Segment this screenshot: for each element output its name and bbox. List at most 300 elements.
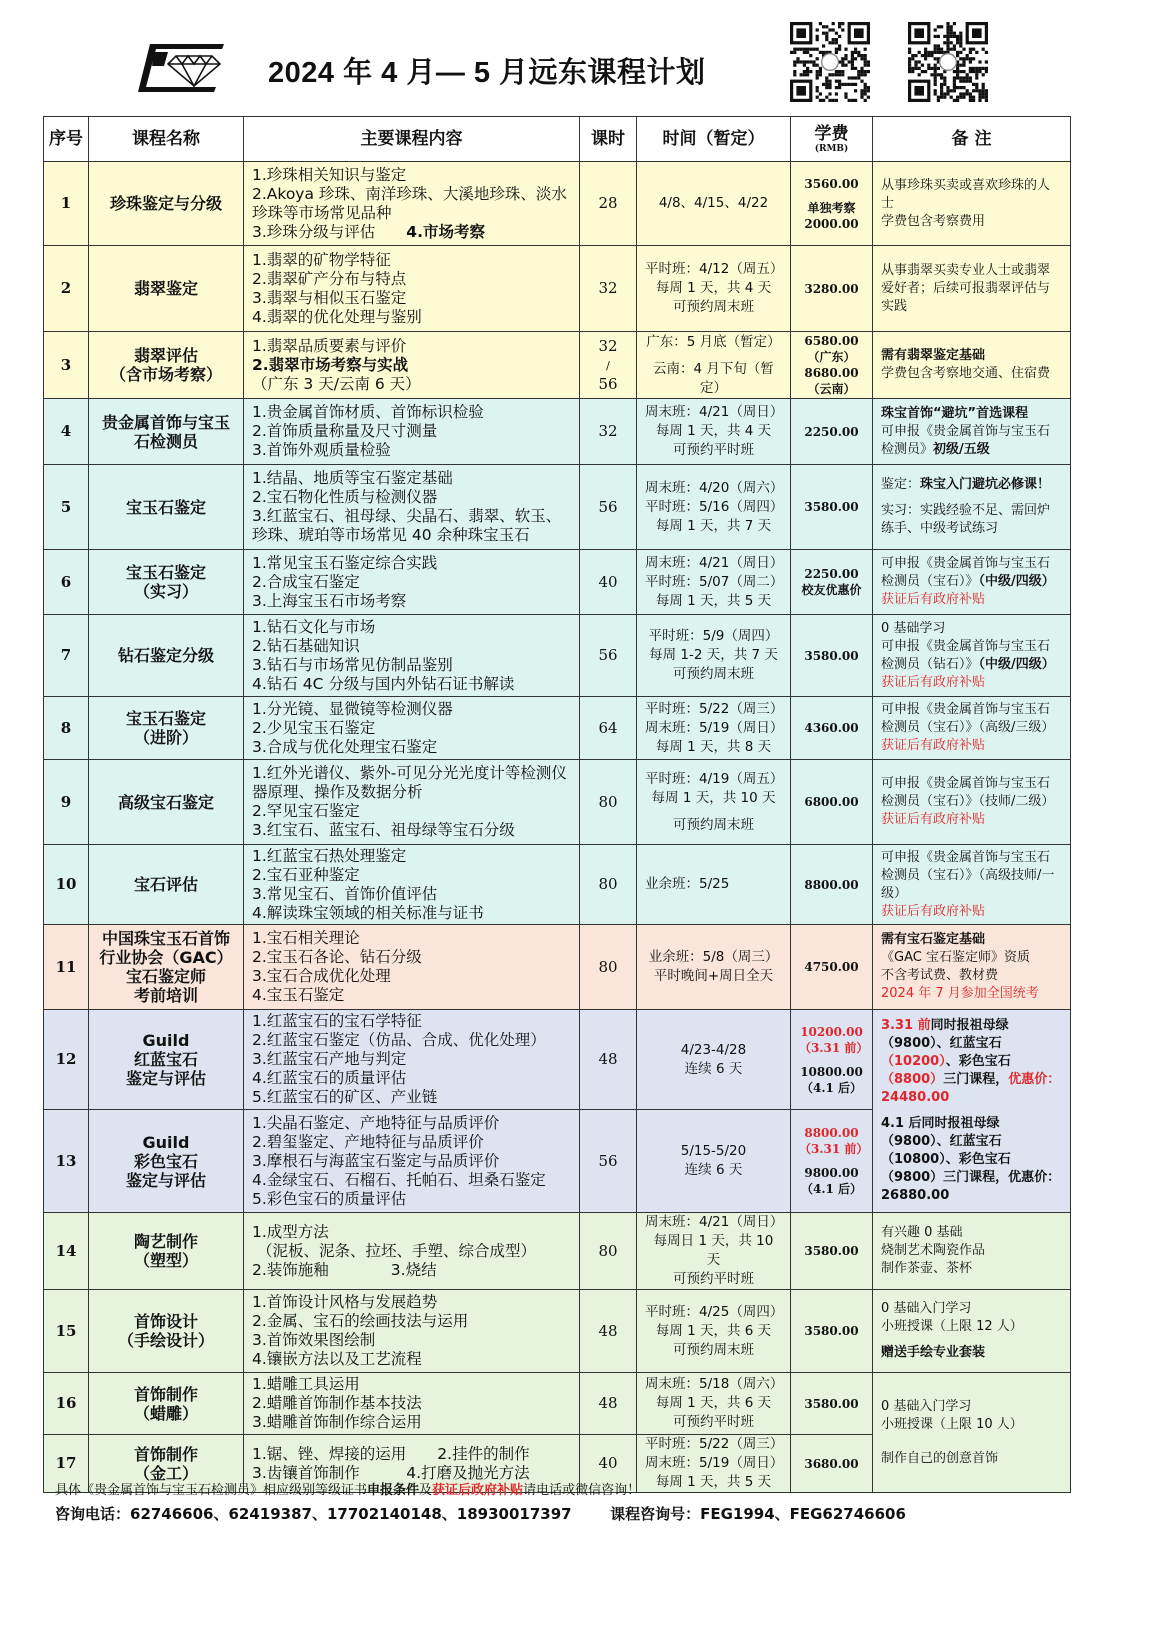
fee-line [799, 176, 864, 192]
time-line [645, 592, 782, 611]
course-content [244, 465, 580, 550]
notes-line [881, 555, 1062, 591]
time-text: 4/23-4/28 [680, 1041, 747, 1058]
course-notes [873, 332, 1071, 399]
course-hours [580, 1213, 637, 1290]
course-fee [791, 615, 873, 697]
course-name-line: 首饰制作 [133, 1384, 198, 1404]
course-hours [580, 332, 637, 399]
content-text: （广东 3 天/云南 6 天） [252, 374, 421, 393]
notes-text: 学费包含考察费用 [881, 213, 986, 229]
time-line [645, 298, 782, 317]
time-text: 连续 6 天 [684, 1162, 743, 1178]
content-text: 3.摩根石与海蓝宝石鉴定与品质评价 [252, 1151, 500, 1170]
notes-text: 0 基础学习 [881, 620, 946, 636]
table-row [44, 465, 1071, 550]
notes-text: 需有翡翠鉴定基础 [881, 348, 986, 363]
content-line [252, 967, 571, 986]
time-text: 每周 1 天，共 10 天 [651, 789, 776, 806]
course-content [244, 1373, 580, 1435]
notes-text: 从事翡翠买卖专业人士或翡翠爱好者；后续可报翡翠评估与实践 [881, 262, 1051, 314]
content-text: 1.钻石文化与市场 [252, 617, 376, 636]
course-content [244, 1290, 580, 1373]
course-name-line: （手绘设计） [117, 1331, 214, 1350]
content-text: 3.上海宝玉石市场考察 [252, 591, 407, 610]
fee-text: （云南） [807, 382, 856, 396]
fee-line [799, 333, 864, 349]
content-line [252, 904, 571, 923]
course-name-line: 宝石评估 [133, 875, 198, 894]
time-line [645, 948, 782, 967]
time-text: 每周 1 天，共 4 天 [655, 280, 772, 296]
content-line [252, 637, 571, 656]
header-hours: 课时 [580, 117, 637, 162]
content-line [252, 488, 571, 507]
hours-value: 80 [598, 875, 618, 893]
notes-line [881, 1336, 1062, 1344]
notes-line [881, 903, 1062, 921]
row-number: 11 [44, 925, 89, 1010]
content-text: 1.锯、锉、焊接的运用 2.挂件的制作 [252, 1444, 530, 1463]
notes-line [881, 1434, 1062, 1442]
time-line [645, 967, 782, 986]
course-hours [580, 1110, 637, 1213]
course-name [89, 1213, 244, 1290]
content-line [252, 1413, 571, 1432]
fee-text: 3580.00 [804, 1324, 859, 1338]
course-content [244, 1010, 580, 1110]
notes-line [881, 405, 1062, 423]
course-content [244, 615, 580, 697]
course-name-line: Guild [142, 1132, 190, 1152]
course-content [244, 332, 580, 399]
course-content [244, 1213, 580, 1290]
notes-line [881, 1224, 1062, 1242]
time-line [645, 627, 782, 646]
course-fee [791, 697, 873, 760]
time-line [645, 1435, 782, 1454]
notes-line [881, 620, 1062, 638]
course-name-line: （金工） [133, 1463, 198, 1483]
notes-text: 4.1 后同时报祖母绿（9800）、红蓝宝石（10800）、彩色宝石（9800）三门课程，优惠价：26880.00 [881, 1116, 1061, 1203]
notes-text: 获证后有政府补贴 [881, 812, 986, 827]
hours-value: 56 [598, 1151, 618, 1170]
course-notes [873, 845, 1071, 925]
notes-text: 学费包含考察地交通、住宿费 [881, 366, 1051, 381]
time-line [645, 770, 782, 789]
content-line [252, 1152, 571, 1171]
notes-line [881, 1442, 1062, 1450]
course-name-line: 宝玉石鉴定 [125, 709, 206, 728]
time-line [645, 1394, 782, 1413]
row-number: 7 [44, 615, 89, 697]
content-text: 2.碧玺鉴定、产地特征与品质评价 [252, 1132, 484, 1151]
content-line [252, 1261, 571, 1280]
course-name-line: （塑型） [133, 1251, 198, 1270]
content-text: 3.红宝石、蓝宝石、祖母绿等宝石分级 [252, 821, 515, 839]
fee-text: 9800.00 [804, 1166, 859, 1180]
content-line [252, 1331, 571, 1350]
course-name-line: 鉴定与评估 [125, 1170, 206, 1190]
notes-text: 可申报《贵金属首饰与宝玉石检测员（宝石）》（高级技师/一级） [881, 849, 1055, 901]
fee-text: 3280.00 [804, 281, 859, 296]
content-line [252, 441, 571, 460]
course-name-line: 珍珠鉴定与分级 [109, 194, 222, 213]
content-line [252, 618, 571, 637]
fee-line [799, 1125, 864, 1141]
time-text: 周末班：4/21（周日） [645, 554, 784, 571]
fee-line [799, 1141, 869, 1157]
notes-line [881, 213, 1062, 231]
time-text: 每周 1 天，共 8 天 [655, 738, 772, 755]
notes-line [881, 365, 1062, 383]
course-notes [873, 465, 1071, 550]
hours-value: 40 [598, 1454, 618, 1472]
table-row [44, 332, 1071, 399]
course-time [637, 615, 791, 697]
notes-line [881, 1300, 1062, 1318]
content-text: 1.红蓝宝石热处理鉴定 [252, 846, 407, 865]
hours-value: 56 [598, 646, 618, 664]
content-text: 3.钻石与市场常见仿制品鉴别 [252, 655, 453, 674]
fee-line [799, 1456, 864, 1472]
time-text: 平时班：5/9（周四） [648, 628, 779, 644]
fee-text: 10800.00 [800, 1064, 863, 1079]
content-text: 3.首饰外观质量检验 [252, 441, 391, 459]
hours-value: / [606, 358, 610, 372]
content-text: 1.结晶、地质等宝石鉴定基础 [252, 469, 453, 487]
time-text: 可预约平时班 [673, 1414, 754, 1430]
content-line [252, 700, 571, 719]
row-number: 9 [44, 760, 89, 845]
time-line [645, 1322, 782, 1341]
content-line [252, 337, 571, 356]
content-text: 3.齿镶首饰制作 4.打磨及抛光方法 [252, 1463, 530, 1482]
content-line [252, 656, 571, 675]
notes-line [881, 849, 1062, 903]
time-text: 可预约平时班 [673, 442, 754, 458]
notes-line [881, 1260, 1062, 1278]
footer-note-text: 具体《贵金属首饰与宝玉石检测员》相应级别等级证书 [55, 1483, 368, 1498]
content-line [252, 719, 571, 738]
course-name-line: （蜡雕） [133, 1403, 198, 1423]
course-notes [873, 399, 1071, 465]
course-name-line: 考前培训 [133, 986, 198, 1005]
content-text: 3.蜡雕首饰制作综合运用 [252, 1413, 422, 1431]
course-fee [791, 162, 873, 246]
course-hours [580, 399, 637, 465]
content-line [252, 821, 571, 840]
content-text: 3.红蓝宝石产地与判定 [252, 1050, 407, 1068]
footer-note-text: 及 [419, 1483, 433, 1498]
header-time: 时间（暂定） [637, 117, 791, 162]
time-text: 周末班：5/18（周六） [645, 1376, 784, 1392]
course-name-line: （含市场考察） [109, 365, 222, 384]
course-name [89, 246, 244, 332]
content-line [252, 356, 571, 375]
table-row [44, 615, 1071, 697]
course-name [89, 465, 244, 550]
content-line [252, 1088, 571, 1107]
time-text: 平时班：5/16（周四） [645, 498, 784, 515]
time-line [645, 875, 782, 894]
time-line [645, 808, 782, 816]
course-content [244, 925, 580, 1010]
fee-line [799, 381, 864, 397]
course-name [89, 332, 244, 399]
course-hours [580, 550, 637, 615]
fee-line [799, 1024, 864, 1040]
time-line [645, 479, 782, 498]
notes-line [881, 1017, 1062, 1107]
time-line [645, 194, 782, 213]
time-text: 业余班：5/8（周三） [648, 949, 779, 965]
fee-line [799, 216, 864, 232]
course-time [637, 1373, 791, 1435]
time-text: 平时班：4/12（周五） [645, 261, 784, 277]
time-text: 平时班：4/25（周四） [645, 1303, 784, 1320]
fee-text: 4360.00 [804, 721, 859, 735]
header-fee [791, 117, 873, 162]
hours-value: 48 [598, 1321, 618, 1340]
header-notes: 备 注 [873, 117, 1071, 162]
content-text: 3.宝石合成优化处理 [252, 967, 391, 985]
row-number: 1 [44, 162, 89, 246]
time-text: 周末班：4/20（周六） [645, 479, 784, 496]
hours-value: 80 [598, 957, 618, 976]
content-line [252, 1350, 571, 1369]
time-line [645, 260, 782, 279]
notes-line [881, 638, 1062, 674]
page-title: 2024 年 4 月— 5 月远东课程计划 [268, 57, 706, 89]
course-name-line: 彩色宝石 [133, 1151, 198, 1171]
course-time [637, 399, 791, 465]
fee-line [799, 1056, 864, 1064]
course-name-line: 宝玉石鉴定 [125, 497, 206, 517]
content-text: 4.镶嵌方法以及工艺流程 [252, 1350, 422, 1368]
course-hours [580, 1010, 637, 1110]
hours-value: 32 [598, 422, 618, 440]
time-text: 每周 1 天，共 7 天 [655, 517, 772, 534]
time-line [645, 1213, 782, 1232]
course-name-line: 陶艺制作 [133, 1232, 198, 1251]
fee-line [799, 281, 864, 297]
fee-text: 2000.00 [804, 216, 859, 231]
notes-text: 珠宝首饰“避坑”首选课程 [881, 405, 1029, 421]
course-notes [873, 162, 1071, 246]
content-text: 2.蜡雕首饰制作基本技法 [252, 1394, 422, 1412]
content-line [252, 764, 571, 802]
content-line [252, 166, 571, 185]
content-line [252, 1293, 571, 1312]
notes-text: （中级/四级） [978, 656, 1055, 672]
fee-line [799, 1080, 864, 1096]
time-text: 可预约平时班 [673, 1271, 754, 1287]
course-hours [580, 1373, 637, 1435]
course-name [89, 162, 244, 246]
course-name-line: 鉴定与评估 [125, 1069, 206, 1088]
hours-value: 56 [598, 374, 618, 393]
notes-line [881, 1242, 1062, 1260]
fee-text: （4.1 后） [800, 1080, 863, 1095]
fee-line [799, 1323, 864, 1339]
content-line [252, 1445, 571, 1464]
course-notes [873, 1290, 1071, 1373]
content-line [252, 1242, 571, 1261]
fee-line [799, 499, 864, 515]
fee-line [799, 877, 864, 893]
fee-line [799, 200, 864, 216]
content-text: 1.宝石相关理论 [252, 929, 360, 947]
course-name-line: 中国珠宝玉石首饰行业协会（GAC） [99, 929, 233, 967]
content-line [252, 1114, 571, 1133]
content-line [252, 885, 571, 904]
time-line [645, 1375, 782, 1394]
time-line [645, 738, 782, 757]
content-text: 1.翡翠品质要素与评价 [252, 336, 407, 355]
row-number: 17 [44, 1435, 89, 1493]
notes-line [881, 967, 1062, 985]
hours-value: 32 [598, 279, 618, 297]
time-line [645, 517, 782, 536]
course-schedule-table [43, 116, 1071, 1493]
hours-value: 40 [598, 572, 618, 591]
content-line [252, 1394, 571, 1413]
fee-line [799, 1064, 864, 1080]
fee-text: 3580.00 [804, 648, 859, 663]
content-line [252, 469, 571, 488]
fee-line [799, 720, 864, 736]
notes-text: 优惠价：24480.00 [881, 1072, 1061, 1105]
notes-text: 2024 年 7 月参加全国统考 [881, 986, 1039, 1001]
time-text: 平时班：5/22（周三） [645, 1436, 784, 1452]
course-name [89, 1373, 244, 1435]
time-line [645, 441, 782, 460]
notes-text: 0 基础入门学习 [881, 1398, 972, 1414]
notes-line [881, 177, 1062, 213]
fee-text: （广东） [807, 350, 856, 364]
notes-text: 获证后有政府补贴 [881, 592, 986, 607]
notes-line [881, 701, 1062, 737]
fee-line [799, 794, 864, 810]
fee-line [799, 1396, 864, 1412]
course-time [637, 845, 791, 925]
fee-text: 3680.00 [804, 1456, 859, 1471]
qr-code-icon [908, 22, 988, 102]
time-line [645, 279, 782, 298]
time-line [645, 573, 782, 592]
contact-wechat: 课程咨询号：FEG1994、FEG62746606 [610, 1505, 906, 1523]
notes-text: 有兴趣 0 基础 [881, 1225, 963, 1240]
notes-text: （8800） [881, 1072, 944, 1087]
course-fee [791, 760, 873, 845]
time-text: 平时晚间+周日全天 [653, 968, 774, 984]
time-line [645, 1060, 782, 1079]
time-line [645, 554, 782, 573]
time-line [645, 665, 782, 684]
hours-value: 64 [598, 718, 618, 737]
content-line [252, 1031, 571, 1050]
fee-text: 10200.00 [800, 1024, 863, 1039]
course-name [89, 1290, 244, 1373]
time-line [645, 498, 782, 517]
header-fee-unit: (RMB) [814, 143, 849, 154]
course-fee [791, 332, 873, 399]
table-header-row [44, 117, 1071, 162]
content-text: 3.翡翠与相似玉石鉴定 [252, 288, 407, 307]
notes-text: 可申报《贵金属首饰与宝玉石检测员》 [881, 423, 1051, 457]
time-text: 每周 1 天，共 5 天 [655, 1474, 772, 1490]
time-text: 可预约周末班 [673, 816, 754, 833]
notes-line [881, 347, 1062, 365]
diamond-logo-icon [136, 42, 226, 94]
notes-line [881, 811, 1062, 829]
content-text: 2.翡翠市场考察与实战 [252, 355, 409, 374]
content-text: 1.贵金属首饰材质、首饰标识检验 [252, 403, 484, 421]
course-name [89, 925, 244, 1010]
content-line [252, 1190, 571, 1209]
course-fee [791, 399, 873, 465]
time-line [645, 1473, 782, 1492]
course-name [89, 760, 244, 845]
time-text: 平时班：5/22（周三） [645, 700, 784, 717]
content-line [252, 986, 571, 1005]
header-content: 主要课程内容 [244, 117, 580, 162]
footer-note-text: 申报条件 [367, 1483, 420, 1498]
fee-text: 校友优惠价 [801, 583, 862, 597]
course-fee [791, 1213, 873, 1290]
row-number: 13 [44, 1110, 89, 1213]
table-row [44, 925, 1071, 1010]
course-name-line: 首饰设计 [133, 1312, 198, 1331]
content-text: 1.分光镜、显微镜等检测仪器 [252, 699, 453, 718]
content-line [252, 289, 571, 308]
content-text: 5.彩色宝石的质量评估 [252, 1189, 407, 1208]
course-content [244, 845, 580, 925]
course-hours [580, 760, 637, 845]
notes-text: 可申报《贵金属首饰与宝玉石检测员（宝石）》（高级/三级） [881, 702, 1055, 735]
notes-text: 可申报《贵金属首饰与宝玉石检测员（宝石）》 [881, 556, 1051, 589]
fee-text: 8800.00 [804, 877, 859, 892]
row-number: 16 [44, 1373, 89, 1435]
content-text: 1.尖晶石鉴定、产地特征与品质评价 [252, 1113, 500, 1132]
time-text: 每周 1-2 天，共 7 天 [649, 647, 778, 663]
notes-line [881, 985, 1062, 1003]
notes-text: 三门课程， [943, 1072, 1009, 1087]
course-name-line: 翡翠评估 [133, 346, 198, 365]
time-line [645, 1270, 782, 1289]
course-time [637, 1213, 791, 1290]
notes-text: 可申报《贵金属首饰与宝玉石检测员（宝石）》（技师/二级） [881, 776, 1055, 809]
contact-phone: 咨询电话：62746606、62419387、17702140148、18930017397 [55, 1505, 572, 1523]
course-notes [873, 697, 1071, 760]
course-name-line: Guild [142, 1031, 190, 1050]
course-hours [580, 925, 637, 1010]
content-text: 1.翡翠的矿物学特征 [252, 250, 391, 269]
course-name-line: 贵金属首饰与宝玉石检测员 [101, 412, 230, 451]
fee-text: 6800.00 [804, 795, 859, 809]
course-fee [791, 845, 873, 925]
content-text: 2.首饰质量称量及尺寸测量 [252, 422, 438, 440]
course-time [637, 1110, 791, 1213]
table-row [44, 1373, 1071, 1435]
content-line [252, 1223, 571, 1242]
time-text: 广东：5 月底（暂定） [646, 333, 781, 350]
course-hours [580, 246, 637, 332]
footer-contact [55, 1503, 906, 1524]
table-row [44, 1213, 1071, 1290]
course-fee [791, 550, 873, 615]
